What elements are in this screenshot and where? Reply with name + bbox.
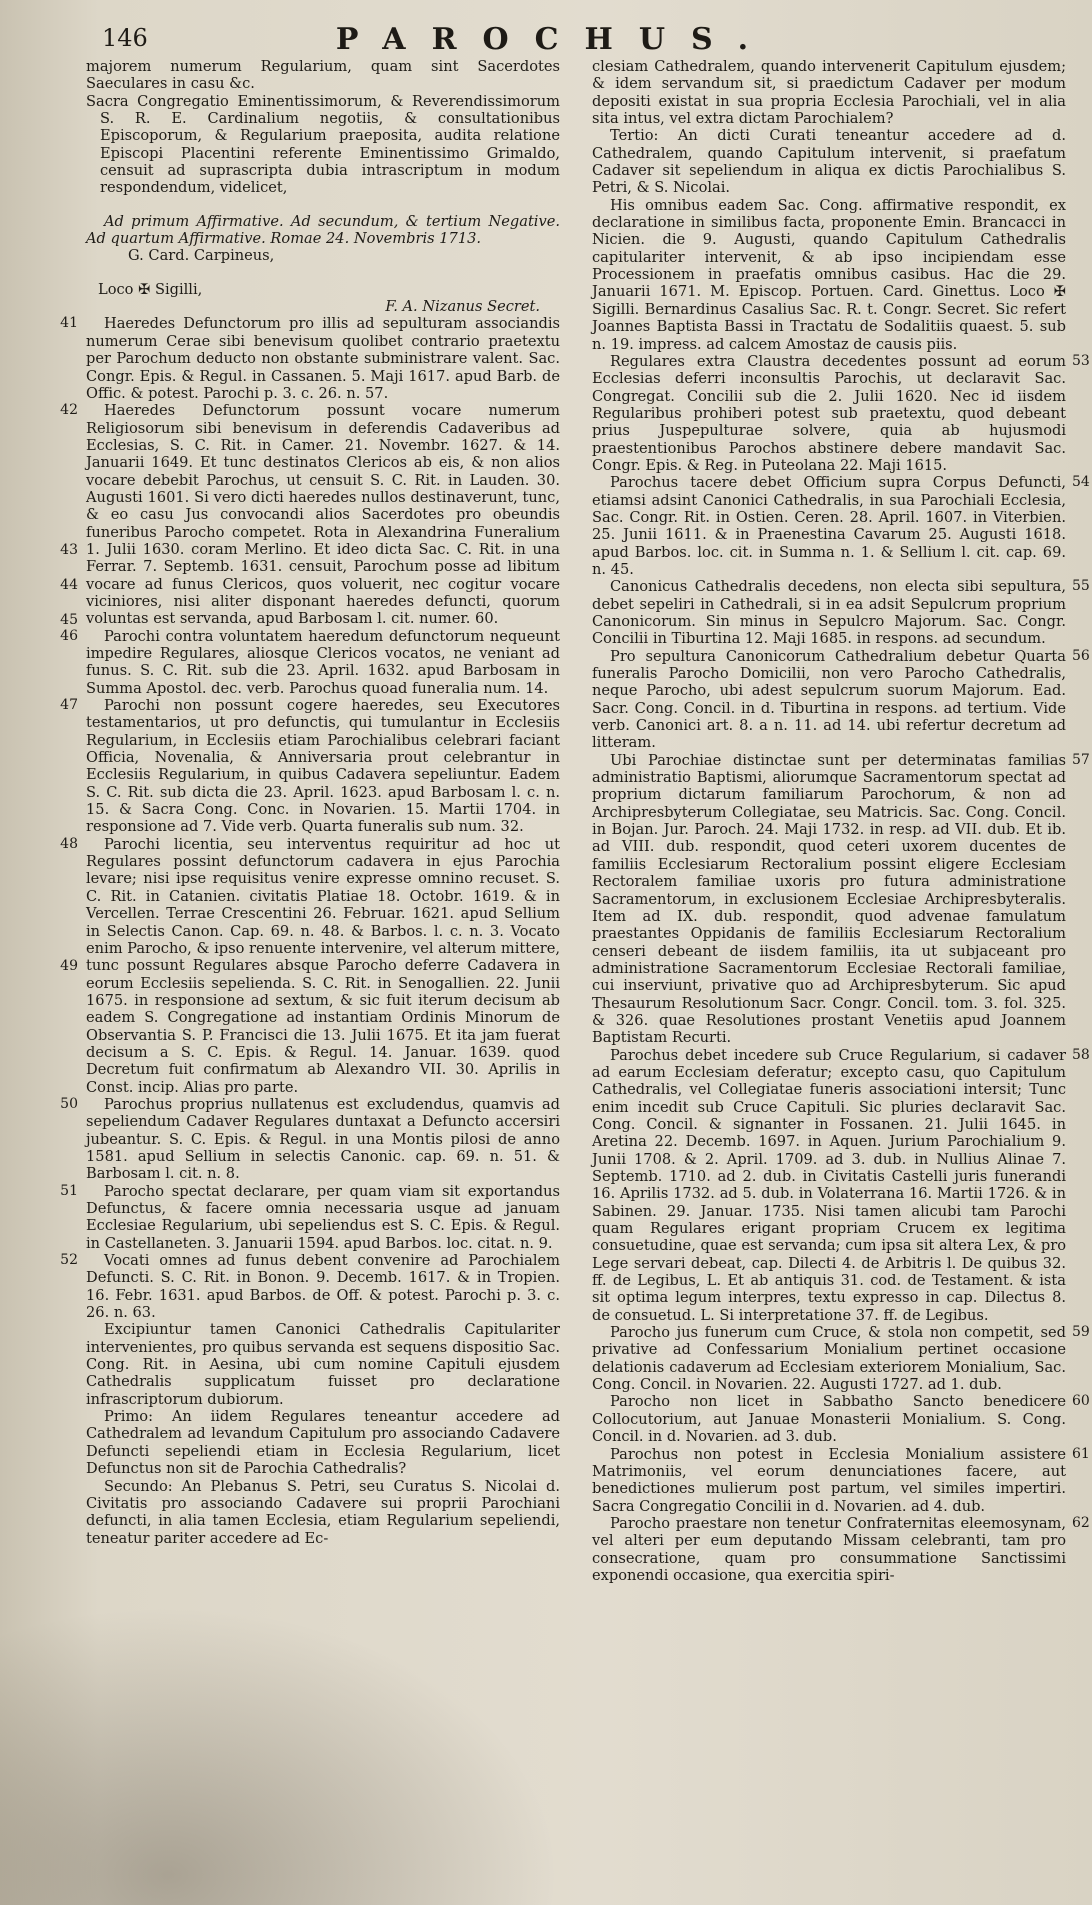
text-columns xyxy=(52,58,1090,1891)
paragraph-48 xyxy=(60,835,560,1096)
paragraph-55 xyxy=(592,578,1090,648)
paragraph-text: Parochi non possunt cogere haeredes, seu Executores testamentarios, ut pro defunctis, qui tumulantur in Ecclesiis Regularium, in Ecclesiis etiam Parochialibus celebrari faciant Officia, Novenalia, & Anniversaria prout celebrantur in Ecclesiis Regularium, in quibus Cadavera sepeliuntur. Eadem S. C. Rit. sub dicta die 23. April. 1623. apud Barbosam l. c. n. 15. & Sacra Cong. Conc. in Novarien. 15. Martii 1704. in responsione ad 7. Vide verb. Quarta funeralis sub num. 32. xyxy=(86,697,560,836)
paragraph-text: Parocho non licet in Sabbatho Sancto benedicere Collocutorium, aut Januae Monasterii Monialium. S. Cong. Concil. in d. Novarien. ad 3. dub. xyxy=(592,1393,1066,1446)
paragraph-text: Parochus tacere debet Officium supra Corpus Defuncti, etiamsi adsint Canonici Cathedralis, in sua Parochiali Ecclesia, Sac. Congr. Rit. in Ostien. Ceren. 28. April. 1607. in Viterbien. 25. Junii 1611. & in Praenestina Cavarum 25. Augusti 1618. apud Barbos. loc. cit. in Summa n. 1. & Sellium l. cit. cap. 69. n. 45. xyxy=(592,474,1066,578)
closing-primo: Primo: An iidem Regulares teneantur accedere ad Cathedralem ad levandum Capitulum pro associando Cadavere Defuncti sepeliendi etiam in Ecclesia Regularium, licet Defunctus non sit de Parochia Cathedralis? xyxy=(86,1408,560,1478)
right-column xyxy=(592,58,1090,1584)
opening-tertio: Tertio: An dicti Curati teneantur accedere ad d. Cathedralem, quando Capitulum intervenit, si praefatum Cadaver sit sepeliendum in aliqua ex dictis Parochialibus S. Petri, & S. Nicolai. xyxy=(592,127,1066,197)
paragraph-number: 51 xyxy=(60,1182,78,1199)
paragraph-52 xyxy=(60,1252,560,1322)
paragraph-50 xyxy=(60,1095,560,1183)
paragraph-number: 56 xyxy=(1072,647,1090,664)
closing-exception: Excipiuntur tamen Canonici Cathedralis Capitulariter intervenientes, pro quibus servanda est sequens dispositio Sac. Cong. Rit. in Aesina, ubi cum nomine Capituli ejusdem Cathedralis supplicatum fuisset pro declaratione infrascriptorum dubiorum. xyxy=(86,1321,560,1408)
paragraph-54 xyxy=(592,474,1090,578)
paragraph-text: Canonicus Cathedralis decedens, non electa sibi sepultura, debet sepeliri in Cathedrali, si in ea adsit Sepulcrum proprium Canonicorum. Sin minus in Sepulcro Majorum. Sac. Congr. Concilii in Tiburtina 12. Maji 1685. in respons. ad secundum. xyxy=(592,578,1066,648)
paragraph-text: Parocho spectat declarare, per quam viam sit exportandus Defunctus, & facere omnia necessaria usque ad januam Ecclesiae Regularium, ubi sepeliendus est S. C. Epis. & Regul. in Castellaneten. 3. Januarii 1594. apud Barbos. loc. citat. n. 9. xyxy=(86,1182,560,1252)
paragraph-text: Parochi licentia, seu interventus requiritur ad hoc ut Regulares possint defunctorum cadavera in ejus Parochia levare; nisi ipse requisitus venire expresse omnino recuset. S. C. Rit. in Catanien. civitatis Platiae 18. Octobr. 1619. & in Vercellen. Terrae Crescentini 26. Februar. 1621. apud Sellium in Selectis Canon. Cap. 69. n. 48. & Barbos. l. c. n. 3. Vocato enim Parocho, & ipso renuente intervenire, vel alterum mittere, tunc possunt Regulares absque Parocho deferre Cadavera in eorum Ecclesiis sepelienda. S. C. Rit. in Senogallien. 22. Junii 1675. in responsione ad sextum, & sic fuit iterum decisum ab eadem S. Congregatione ad instantiam Ordinis Minorum de Observantia S. P. Francisci die 13. Julii 1675. Et ita jam fuerat decisum a S. C. Epis. & Regul. 14. Januar. 1639. quod Decretum fuit confirmatum ab Alexandro VII. 30. Aprilis in Const. incip. Alias pro parte. xyxy=(86,835,560,1096)
signature-cardinal: G. Card. Carpineus, xyxy=(128,247,275,265)
paragraph-number: 47 xyxy=(60,697,78,714)
paragraph-number: 59 xyxy=(1072,1324,1090,1341)
intro-continuation: majorem numerum Regularium, quam sint Sacerdotes Saeculares in casu &c. xyxy=(86,58,560,93)
paragraph-47 xyxy=(60,697,560,836)
paragraph-41 xyxy=(60,315,560,402)
signature-secretary: F. A. Nizanus Secret. xyxy=(385,298,540,316)
paragraph-number: 41 xyxy=(60,315,78,332)
paragraph-number: 45 xyxy=(60,612,78,629)
paragraph-53 xyxy=(592,352,1090,474)
paragraph-number: 50 xyxy=(60,1095,78,1112)
opening-continuation: clesiam Cathedralem, quando intervenerit Capitulum ejusdem; & idem servandum sit, si praedictum Cadaver per modum depositi existat in sua propria Ecclesia Parochiali, vel in alia sita intus, vel extra dictam Parochialem? xyxy=(592,58,1066,128)
paragraph-number: 62 xyxy=(1072,1514,1090,1531)
paragraph-number: 58 xyxy=(1072,1046,1090,1063)
paragraph-number: 52 xyxy=(60,1252,78,1269)
paragraph-text: Parocho praestare non tenetur Confraternitas eleemosynam, vel alteri per eum deputando Missam celebranti, tam pro consecratione, quam pro consummatione Sanctissimi exponendi occasione, qua exercitia spiri- xyxy=(592,1514,1066,1584)
paragraph-61 xyxy=(592,1445,1090,1515)
paragraph-51 xyxy=(60,1182,560,1252)
paragraph-59 xyxy=(592,1324,1090,1394)
paragraph-57 xyxy=(592,751,1090,1047)
paragraph-62 xyxy=(592,1514,1090,1584)
intro-congregation: Sacra Congregatio Eminentissimorum, & Reverendissimorum S. R. E. Cardinalium negotiis, & consultationibus Episcoporum, & Regularium praeposita, audita relatione Episcopi Placentini referente Eminentissimo Grimaldo, censuit ad suprascripta dubia intrascriptum in modum respondendum, videlicet, xyxy=(86,92,560,197)
running-head xyxy=(52,22,1058,63)
paragraph-number: 44 xyxy=(60,577,78,594)
paragraph-number: 60 xyxy=(1072,1393,1090,1410)
paragraph-number: 57 xyxy=(1072,751,1090,768)
paragraph-46 xyxy=(60,627,560,697)
paragraph-number: 46 xyxy=(60,627,78,644)
paragraph-60 xyxy=(592,1393,1090,1446)
paragraph-text: Pro sepultura Canonicorum Cathedralium debetur Quarta funeralis Parocho Domicilii, non vero Parocho Cathedralis, neque Parocho, ubi adest sepulcrum suorum Majorum. Ead. Sacr. Cong. Concil. in d. Tiburtina in respons. ad tertium. Vide verb. Canonici art. 8. a n. 11. ad 14. ubi refertur decretum ad litteram. xyxy=(592,647,1066,752)
opening-response: His omnibus eadem Sac. Cong. affirmative respondit, ex declaratione in similibus facta, proponente Emin. Brancacci in Nicien. die 9. Augusti, quando Capitulum Cathedralis capitulariter intervenit, & ab ipso incipiendam esse Processionem in praefatis omnibus casibus. Hac die 29. Januarii 1671. M. Episcop. Portuen. Card. Ginettus. Loco ✠ Sigilli. Bernardinus Casalius Sac. R. t. Congr. Secret. Sic refert Joannes Baptista Bassi in Tractatu de Sodalitiis quaest. 5. sub n. 19. impress. ad calcem Amostaz de causis piis. xyxy=(592,196,1066,353)
paragraph-text: Ubi Parochiae distinctae sunt per determinatas familias administratio Baptismi, aliorumque Sacramentorum spectat ad proprium dictarum familiarum Parochorum, & non ad Archipresbyterum Collegiatae, seu Matricis. Sac. Cong. Concil. in Bojan. Jur. Paroch. 24. Maji 1732. in resp. ad VII. dub. Et ib. ad VIII. dub. respondit, quod ceteri uxorem ducentes de familiis Ecclesiarum Rectoralium possint eligere Ecclesiam Rectoralem familiae uxoris pro futura administratione Sacramentorum, in exclusionem Ecclesiae Archipresbyteralis. Item ad IX. dub. respondit, quod advenae famulatum praestantes Oppidanis de familiis Ecclesiarum Rectoralium censeri debeant de iisdem familiis, ita ut subjaceant pro administratione Sacramentorum Ecclesiae Rectorali familiae, cui inserviunt, privative quo ad Archipresbyterum. Sic apud Thesaurum Resolutionum Sacr. Congr. Concil. tom. 3. fol. 325. & 326. quae Resolutiones prostant Venetiis apud Joannem Baptistam Recurti. xyxy=(592,751,1066,1047)
paragraph-number: 61 xyxy=(1072,1445,1090,1462)
paragraph-number: 43 xyxy=(60,542,78,559)
closing-secundo: Secundo: An Plebanus S. Petri, seu Curatus S. Nicolai d. Civitatis pro associando Cadavere sui proprii Parochiani defuncti, in alia tamen Ecclesia, etiam Regularium sepeliendi, teneatur pariter accedere ad Ec- xyxy=(86,1477,560,1547)
paragraph-number: 53 xyxy=(1072,352,1090,369)
paragraph-56 xyxy=(592,647,1090,752)
paragraph-number: 48 xyxy=(60,835,78,852)
paragraph-text: Parocho jus funerum cum Cruce, & stola non competit, sed privative ad Confessarium Monialium pertinet occasione delationis cadaverum ad Ecclesiam exteriorem Monialium, Sac. Cong. Concil. in Novarien. 22. Augusti 1727. ad 1. dub. xyxy=(592,1324,1066,1394)
paragraph-text: Haeredes Defunctorum possunt vocare numerum Religiosorum sibi benevisum in deferendis Cadaveribus ad Ecclesias, S. C. Rit. in Camer. 21. Novembr. 1627. & 14. Januarii 1649. Et tunc destinatos Clericos ab eis, & non alios vocare debebit Parochus, ut censuit S. C. Rit. in Lauden. 30. Augusti 1601. Si vero dicti haeredes nullos destinaverunt, tunc, & eo casu Jus convocandi alios Sacerdotes pro obeundis funeribus Parocho competet. Rota in Alexandrina Funeralium 1. Julii 1630. coram Merlino. Et ideo dicta Sac. C. Rit. in una Ferrar. 7. Septemb. 1631. censuit, Parochum posse ad libitum vocare ad funus Clericos, quos voluerit, nec cogitur vocare viciniores, nisi aliter disponant haeredes defuncti, quorum voluntas est servanda, apud Barbosam l. cit. numer. 60. xyxy=(86,402,560,628)
paragraph-text: Regulares extra Claustra decedentes possunt ad eorum Ecclesias deferri inconsultis Parochis, ut declaravit Sac. Congregat. Concilii sub die 2. Julii 1620. Nec id iisdem Regularibus prohiberi potest sub praetextu, quod debeant prius Juspepulturae solvere, quia ab hujusmodi praestentionibus Parochos abstinere debere mandavit Sac. Congr. Epis. & Reg. in Puteolana 22. Maji 1615. xyxy=(592,352,1066,474)
paragraph-number: 55 xyxy=(1072,578,1090,595)
paragraph-58 xyxy=(592,1046,1090,1325)
intro-responses: Ad primum Affirmative. Ad secundum, & tertium Negative. Ad quartum Affirmative. Romae 24. Novembris 1713. xyxy=(86,212,560,248)
paragraph-number: 42 xyxy=(60,402,78,419)
page-number: 146 xyxy=(102,24,148,52)
running-title: PAROCHUS. xyxy=(335,22,775,57)
paragraph-text: Vocati omnes ad funus debent convenire ad Parochialem Defuncti. S. C. Rit. in Bonon. 9. Decemb. 1617. & in Tropien. 16. Febr. 1631. apud Barbos. de Off. & potest. Parochi p. 3. c. 26. n. 63. xyxy=(86,1252,560,1322)
paragraph-42 xyxy=(60,402,560,629)
paragraph-text: Parochus debet incedere sub Cruce Regularium, si cadaver ad earum Ecclesiam deferatur; excepto casu, quo Capitulum Cathedralis, vel Collegiatae funeris associationi intersit; Tunc enim incedit sub Cruce Capituli. Sic pluries declaravit Sac. Cong. Concil. & signanter in Fossanen. 21. Julii 1645. in Aretina 22. Decemb. 1697. in Aquen. Jurium Parochialium 9. Junii 1708. & 2. April. 1709. ad 3. dub. in Nullius Alinae 7. Septemb. 1710. ad 2. dub. in Civitatis Castelli juris funerandi 16. Aprilis 1732. ad 5. dub. in Volaterrana 16. Martii 1726. & in Sabinen. 29. Januar. 1735. Nisi tamen alicubi tam Parochi quam Regulares erigant propriam Crucem ex legitima consuetudine, quae est servanda; cum ipsa sit altera Lex, & pro Lege servari debeat, cap. Dilecti 4. de Arbitris l. De quibus 32. ff. de Legibus, L. Et ab antiquis 31. cod. de Testament. & ista sit optima legum interpres, textu expresso in cap. Dilectus 8. de consuetud. L. Si interpretatione 37. ff. de Legibus. xyxy=(592,1046,1066,1324)
paragraph-number: 54 xyxy=(1072,474,1090,491)
left-column xyxy=(60,58,560,1547)
paragraph-text: Parochus non potest in Ecclesia Monialium assistere Matrimoniis, vel eorum denunciationes facere, aut benedictiones mulierum post partum, vel similes impertiri. Sacra Congregatio Concilii in d. Novarien. ad 4. dub. xyxy=(592,1445,1066,1515)
paragraph-text: Parochus proprius nullatenus est excludendus, quamvis ad sepeliendum Cadaver Regulares duntaxat a Defuncto accersiri jubeantur. S. C. Epis. & Regul. in una Montis pilosi de anno 1581. apud Sellium in selectis Canonic. cap. 69. n. 51. & Barbosam l. cit. n. 8. xyxy=(86,1095,560,1183)
paragraph-text: Parochi contra voluntatem haeredum defunctorum nequeunt impedire Regulares, aliosque Clericos vocatos, ne veniant ad funus. S. C. Rit. sub die 23. April. 1632. apud Barbosam in Summa Apostol. dec. verb. Parochus quoad funeralia num. 14. xyxy=(86,627,560,697)
paragraph-text: Haeredes Defunctorum pro illis ad sepulturam associandis numerum Cerae sibi benevisum quolibet contrario praetextu per Parochum deducto non obstante subministrare valent. Sac. Congr. Epis. & Regul. in Cassanen. 5. Maji 1617. apud Barb. de Offic. & potest. Parochi p. 3. c. 26. n. 57. xyxy=(86,315,560,402)
paragraph-number: 49 xyxy=(60,957,78,974)
signature-seal: Loco ✠ Sigilli, xyxy=(98,280,203,298)
